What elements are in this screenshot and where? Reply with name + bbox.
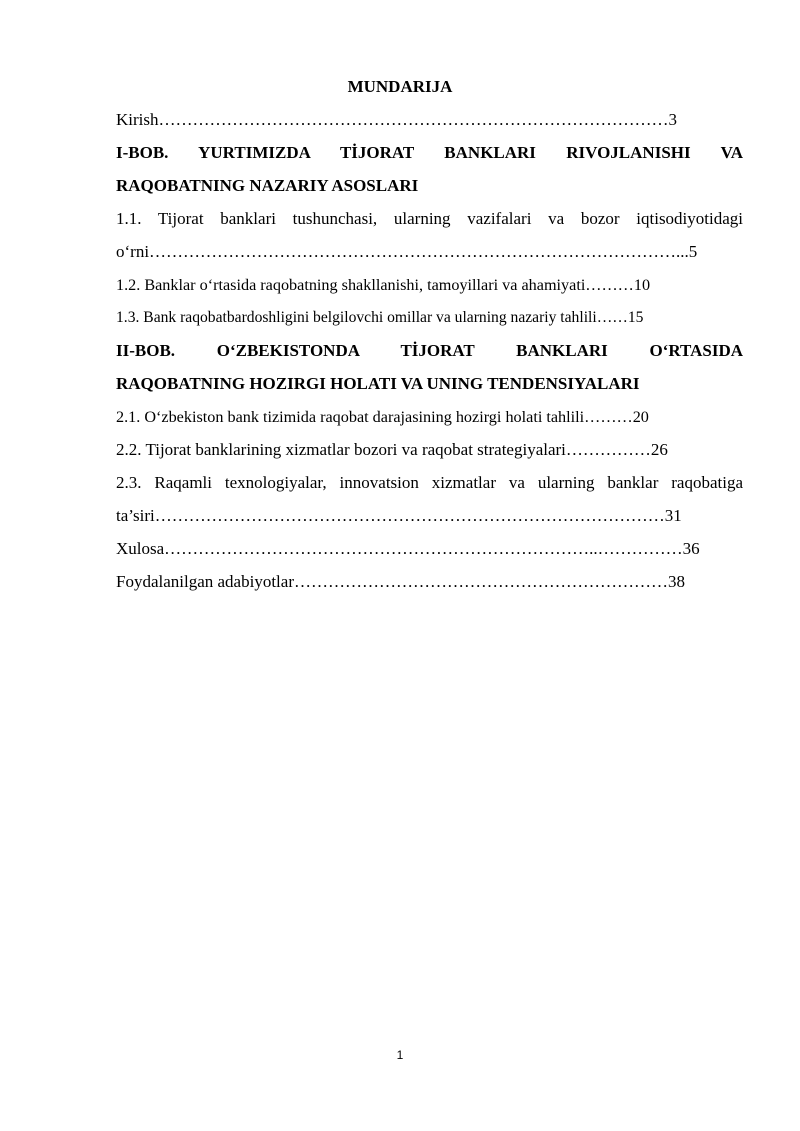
toc-chapter-1-heading-cont: RAQOBATNING NAZARIY ASOSLARI	[116, 176, 419, 195]
toc-entry-conclusion: Xulosa…………………………………………………………………..……………36	[116, 539, 700, 558]
toc-entry-2-3-cont: ta’siri………………………………………………………………………………31	[116, 506, 682, 525]
page-number: 1	[396, 1048, 404, 1062]
toc-entry-1-2: 1.2. Banklar o‘rtasida raqobatning shakllanishi, tamoyillari va ahamiyati………10	[116, 276, 651, 294]
toc-entry-2-2: 2.2. Tijorat banklarining xizmatlar bozori va raqobat strategiyalari……………26	[116, 440, 668, 459]
toc-entry-1-3: 1.3. Bank raqobatbardoshligini belgilovchi omillar va ularning nazariy tahlili……15	[116, 309, 644, 326]
toc-chapter-1-heading: I-BOB. YURTIMIZDA TİJORAT BANKLARI RIVOJLANISHI VA	[116, 143, 743, 162]
toc-entry-1-1-cont: o‘rni…………………………………………………………………………………...5	[116, 242, 698, 261]
toc-entry-intro: Kirish………………………………………………………………………………3	[116, 110, 677, 129]
toc-entry-references: Foydalanilgan adabiyotlar…………………………………………………………38	[116, 572, 685, 591]
toc-chapter-2-heading: II-BOB. O‘ZBEKISTONDA TİJORAT BANKLARI O‘RTASIDA	[116, 341, 743, 360]
toc-chapter-2-heading-cont: RAQOBATNING HOZIRGI HOLATI VA UNING TENDENSIYALARI	[116, 374, 640, 393]
toc-entry-2-3: 2.3. Raqamli texnologiyalar, innovatsion xizmatlar va ularning banklar raqobatiga	[116, 473, 743, 492]
toc-entry-1-1: 1.1. Tijorat banklari tushunchasi, ularning vazifalari va bozor iqtisodiyotidagi	[116, 209, 743, 228]
page-title: MUNDARIJA	[347, 77, 453, 96]
toc-entry-2-1: 2.1. O‘zbekiston bank tizimida raqobat darajasining hozirgi holati tahlili………20	[116, 408, 649, 426]
